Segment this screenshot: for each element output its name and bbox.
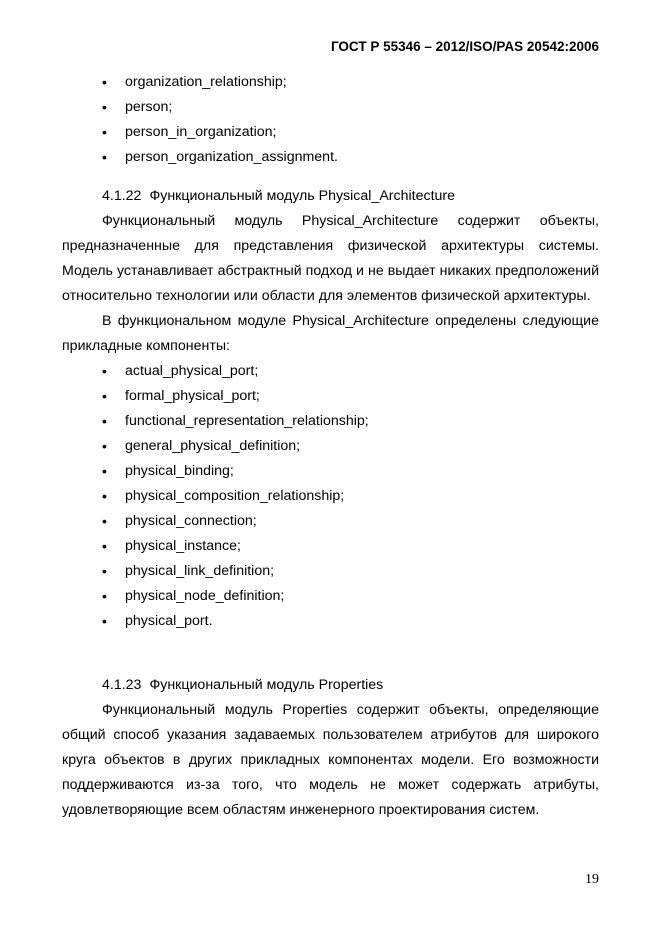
list-item-text: actual_physical_port; xyxy=(125,363,259,379)
page-number: 19 xyxy=(585,872,599,887)
section-physical-architecture xyxy=(62,184,599,634)
list-item-text: general_physical_definition; xyxy=(125,438,301,454)
bullet-icon: • xyxy=(102,538,107,554)
section-number: 4.1.22 xyxy=(102,188,142,204)
list-item xyxy=(62,120,599,145)
bullet-icon: • xyxy=(102,149,107,165)
list-item-text: organization_relationship; xyxy=(125,74,287,90)
section-heading xyxy=(62,673,599,698)
bullet-icon: • xyxy=(102,563,107,579)
list-organization xyxy=(62,70,599,170)
bullet-icon: • xyxy=(102,363,107,379)
list-item-text: person; xyxy=(125,99,173,115)
paragraph: Функциональный модуль Properties содержит объекты, определяющие общий способ указания задаваемых пользователем атрибутов для широкого круга объектов в других прикладных компонентах модели. Его возможности поддерживаются из-за того, что модель не может содержать атрибуты, удовлетворяющие всем областям инженерного проектирования систем. xyxy=(62,702,599,818)
list-item xyxy=(62,484,599,509)
bullet-icon: • xyxy=(102,99,107,115)
list-item xyxy=(62,409,599,434)
list-item-text: physical_composition_relationship; xyxy=(125,488,345,504)
list-item xyxy=(62,384,599,409)
section-heading xyxy=(62,184,599,209)
list-item xyxy=(62,434,599,459)
section-title: Функциональный модуль Properties xyxy=(149,677,384,693)
list-item xyxy=(62,145,599,170)
section-properties xyxy=(62,673,599,823)
list-item xyxy=(62,70,599,95)
bullet-icon: • xyxy=(102,463,107,479)
list-item xyxy=(62,609,599,634)
bullet-icon: • xyxy=(102,388,107,404)
document-header: ГОСТ Р 55346 – 2012/ISO/PAS 20542:2006 xyxy=(330,39,599,54)
list-item-text: person_organization_assignment. xyxy=(125,149,338,165)
bullet-icon: • xyxy=(102,74,107,90)
list-item-text: formal_physical_port; xyxy=(125,388,260,404)
bullet-icon: • xyxy=(102,413,107,429)
list-item-text: physical_binding; xyxy=(125,463,234,479)
list-item xyxy=(62,584,599,609)
list-physical-components xyxy=(62,359,599,634)
list-item-text: person_in_organization; xyxy=(125,124,277,140)
list-item xyxy=(62,559,599,584)
section-title: Функциональный модуль Physical_Architecture xyxy=(149,188,456,204)
bullet-icon: • xyxy=(102,613,107,629)
list-item xyxy=(62,534,599,559)
list-item-text: physical_connection; xyxy=(125,513,257,529)
list-item xyxy=(62,359,599,384)
list-item-text: physical_link_definition; xyxy=(125,563,275,579)
list-item xyxy=(62,509,599,534)
list-item-text: physical_instance; xyxy=(125,538,241,554)
paragraph: В функциональном модуле Physical_Architecture определены следующие прикладные компоненты: xyxy=(62,313,599,354)
bullet-icon: • xyxy=(102,488,107,504)
bullet-icon: • xyxy=(102,588,107,604)
list-item xyxy=(62,95,599,120)
bullet-icon: • xyxy=(102,438,107,454)
list-item-text: functional_representation_relationship; xyxy=(125,413,369,429)
bullet-icon: • xyxy=(102,124,107,140)
paragraph: Функциональный модуль Physical_Architecture содержит объекты, предназначенные для представления физической архитектуры системы. Модель устанавливает абстрактный подход и не выдает никаких предположений относительно технологии или области для элементов физической архитектуры. xyxy=(62,213,599,304)
list-item-text: physical_port. xyxy=(125,613,213,629)
bullet-icon: • xyxy=(102,513,107,529)
section-number: 4.1.23 xyxy=(102,677,142,693)
list-item-text: physical_node_definition; xyxy=(125,588,285,604)
list-item xyxy=(62,459,599,484)
